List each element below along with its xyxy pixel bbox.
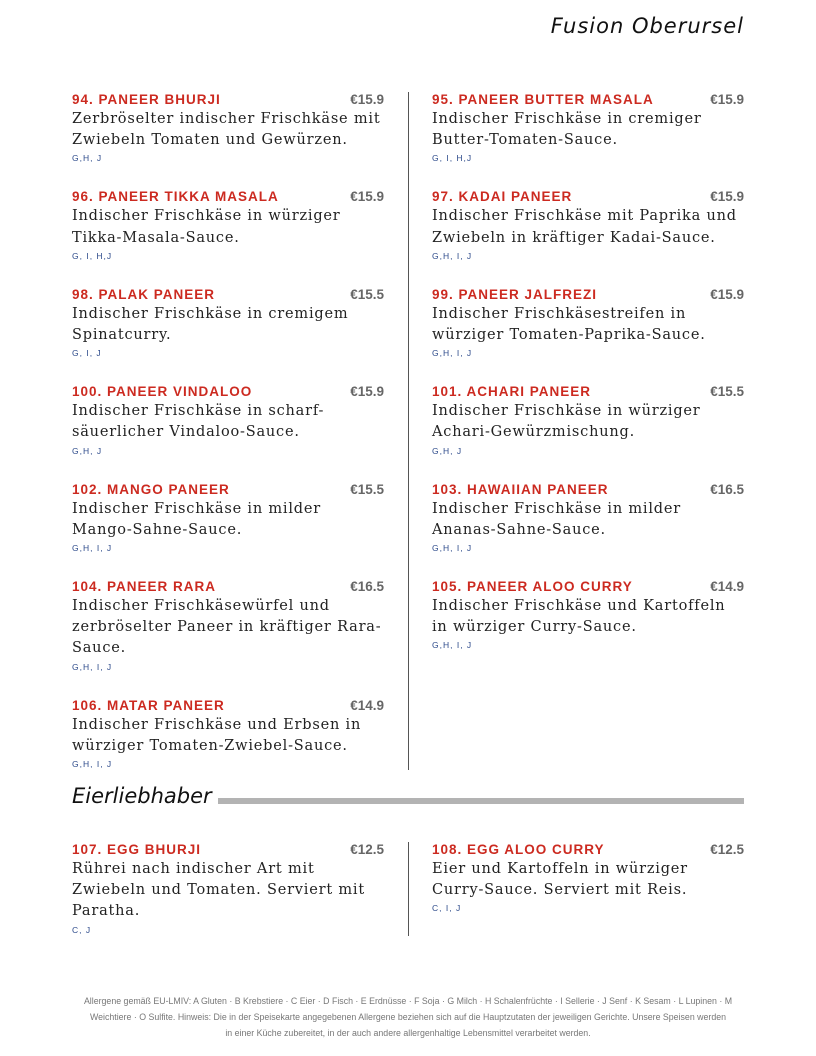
item-description: Indischer Frischkäse mit Paprika und Zwiebeln in kräftiger Kadai-Sauce. [432, 208, 737, 246]
item-allergens: G,H, J [432, 445, 463, 456]
item-price: €14.9 [350, 697, 384, 713]
item-allergens: G, I, H,J [72, 250, 113, 261]
menu-item [432, 482, 744, 554]
item-name: 97. KADAI PANEER [432, 189, 573, 205]
menu-item [432, 92, 744, 164]
item-price: €15.9 [710, 286, 744, 302]
brand-title: Fusion Oberursel [550, 14, 744, 38]
allergen-footnote [80, 993, 736, 1041]
item-price: €15.5 [350, 286, 384, 302]
footnote-line: Allergene gemäß EU-LMIV: A Gluten · B Krebstiere · C Eier · D Fisch · E Erdnüsse · F Soja · G Milch · H Schalenfrüchte · I Sellerie · J Senf · K Sesam · L Lupinen · M [83, 996, 733, 1006]
item-allergens: G,H, J [72, 445, 103, 456]
menu-item [72, 92, 384, 164]
menu-item [432, 287, 744, 359]
egg-right-column [432, 842, 744, 936]
egg-left-column [72, 842, 409, 936]
item-allergens: G,H, I, J [432, 250, 473, 261]
menu-item [72, 189, 384, 261]
item-price: €15.5 [350, 481, 384, 497]
item-name: 96. PANEER TIKKA MASALA [72, 189, 279, 205]
item-allergens: G,H, I, J [72, 543, 113, 554]
menu-item [432, 579, 744, 651]
item-price: €16.5 [350, 579, 384, 595]
item-description: Indischer Frischkäse in scharf-säuerlicher Vindaloo-Sauce. [72, 403, 325, 441]
paneer-right-column [432, 92, 744, 770]
menu-item [72, 482, 384, 554]
item-allergens: C, I, J [432, 903, 462, 914]
item-price: €12.5 [710, 842, 744, 857]
item-price: €16.5 [710, 481, 744, 497]
item-name: 102. MANGO PANEER [72, 481, 230, 497]
item-description: Indischer Frischkäse in würziger Achari-Gewürzmischung. [432, 403, 701, 441]
egg-grid [72, 842, 744, 936]
item-price: €15.9 [710, 92, 744, 107]
item-description: Indischer Frischkäse in cremiger Butter-Tomaten-Sauce. [432, 111, 702, 149]
item-price: €15.9 [350, 92, 384, 107]
item-name: 103. HAWAIIAN PANEER [432, 481, 609, 497]
item-name: 105. PANEER ALOO CURRY [432, 579, 633, 595]
item-description: Indischer Frischkäse in milder Ananas-Sahne-Sauce. [432, 500, 682, 538]
item-name: 99. PANEER JALFREZI [432, 286, 598, 302]
menu-item [72, 287, 384, 359]
item-price: €14.9 [710, 579, 744, 595]
item-description: Indischer Frischkäse in milder Mango-Sahne-Sauce. [72, 500, 322, 538]
menu-item [72, 384, 384, 456]
item-description: Indischer Frischkäse in cremigem Spinatcurry. [72, 305, 349, 344]
item-description: Indischer Frischkäsestreifen in würziger Tomaten-Paprika-Sauce. [432, 305, 706, 344]
item-name: 104. PANEER RARA [72, 579, 217, 595]
item-price: €15.9 [350, 189, 384, 205]
item-name: 106. MATAR PANEER [72, 697, 225, 713]
item-name: 108. EGG ALOO CURRY [432, 842, 605, 857]
item-description: Indischer Frischkäsewürfel und zerbröselter Paneer in kräftiger Rara-Sauce. [72, 598, 382, 657]
menu-item [72, 579, 384, 673]
item-name: 98. PALAK PANEER [72, 286, 216, 302]
section-divider [218, 798, 744, 804]
menu-item [72, 842, 384, 936]
paneer-left-column [72, 92, 409, 770]
item-price: €15.5 [710, 384, 744, 400]
item-allergens: G, I, H,J [432, 153, 473, 164]
item-description: Indischer Frischkäse und Erbsen in würziger Tomaten-Zwiebel-Sauce. [72, 716, 362, 754]
item-allergens: G,H, I, J [72, 661, 113, 672]
item-allergens: G, I, J [72, 348, 102, 359]
item-name: 94. PANEER BHURJI [72, 92, 221, 107]
item-allergens: G,H, J [72, 153, 103, 164]
menu-item [72, 698, 384, 770]
menu-item [432, 384, 744, 456]
section-title: Eierliebhaber [72, 784, 212, 808]
footnote-line: in einer Küche zubereitet, in der auch andere allergenhaltige Lebensmittel verarbeitet werden. [225, 1028, 591, 1038]
item-description: Rührei nach indischer Art mit Zwiebeln und Tomaten. Serviert mit Paratha. [72, 861, 365, 920]
item-name: 100. PANEER VINDALOO [72, 384, 253, 400]
item-name: 107. EGG BHURJI [72, 842, 202, 857]
item-price: €15.9 [350, 384, 384, 400]
item-allergens: G,H, I, J [432, 348, 473, 359]
paneer-grid [72, 92, 744, 770]
item-name: 101. ACHARI PANEER [432, 384, 592, 400]
item-description: Indischer Frischkäse und Kartoffeln in würziger Curry-Sauce. [432, 598, 726, 636]
item-price: €12.5 [350, 842, 384, 857]
menu-item [432, 842, 744, 914]
item-allergens: G,H, I, J [432, 543, 473, 554]
footnote-line: Weichtiere · O Sulfite. Hinweis: Die in der Speisekarte angegebenen Allergene beziehen sich auf die Hauptzutaten der jeweiligen Gerichte. Unsere Speisen werden [89, 1012, 727, 1022]
section-header-eierliebhaber [72, 781, 744, 809]
item-description: Zerbröselter indischer Frischkäse mit Zwiebeln Tomaten und Gewürzen. [72, 111, 381, 149]
item-name: 95. PANEER BUTTER MASALA [432, 92, 654, 107]
item-description: Indischer Frischkäse in würziger Tikka-Masala-Sauce. [72, 208, 341, 246]
item-description: Eier und Kartoffeln in würziger Curry-Sauce. Serviert mit Reis. [432, 861, 688, 899]
menu-item [432, 189, 744, 261]
item-allergens: G,H, I, J [72, 759, 113, 770]
item-allergens: G,H, I, J [432, 640, 473, 651]
item-allergens: C, J [72, 924, 92, 935]
item-price: €15.9 [710, 189, 744, 205]
